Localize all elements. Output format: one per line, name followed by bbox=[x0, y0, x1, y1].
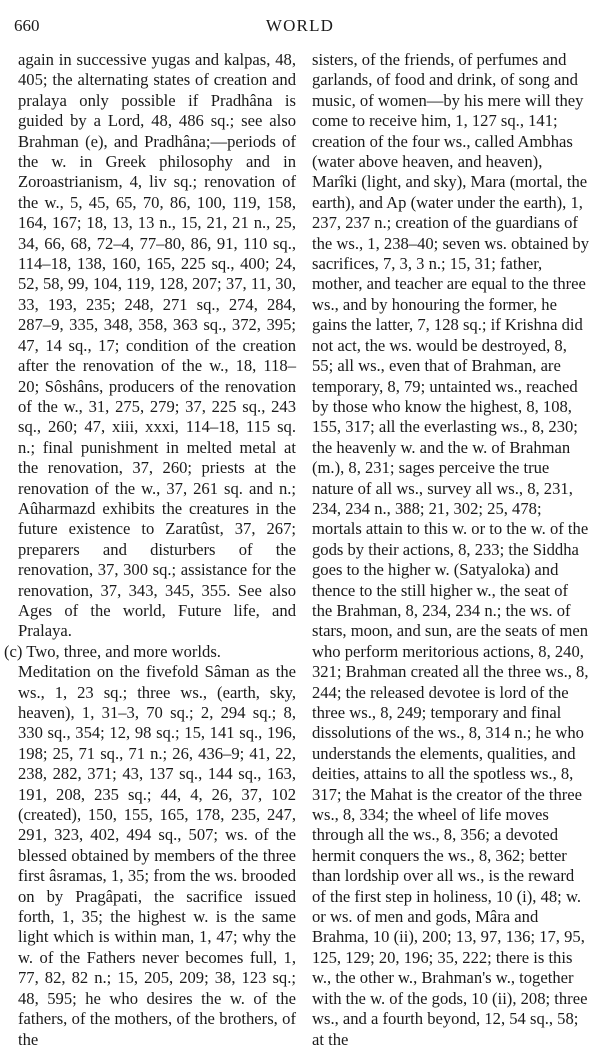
index-entry-paragraph: sisters, of the friends, of perfumes and garlands, of food and drink, of song and music, of women—by his mere will they come to receive him, 1, 127 sq., 141; creation of the four ws., called Ambhas (water above heaven, and heaven), Marîki (light, and sky), Mara (mortal, the earth), and Ap (water under the earth), 1, 237, 237 n.; creation of the guardians of the ws., 1, 238–40; seven ws. obtained by sacrifices, 7, 3, 3 n.; 15, 31; father, mother, and teacher are equal to the three ws., and by honouring the former, he gains the latter, 7, 128 sq.; if Krishna did not act, the ws. would be destroyed, 8, 55; all ws., even that of Brahman, are temporary, 8, 79; untainted ws., reached by those who know the highest, 8, 108, 155, 317; all the everlasting ws., 8, 230; the heavenly w. and the w. of Brahman (m.), 8, 231; sages perceive the true nature of all ws., survey all ws., 8, 231, 234, 234 n., 388; 21, 302; 25, 478; mortals attain to this w. or to the w. of the gods by their actions, 8, 233; the Siddha goes to the higher w. (Satyaloka) and thence to the still higher w., the seat of the Brahman, 8, 234, 234 n.; the ws. of stars, moon, and sun, are the seats of men who perform meritorious actions, 8, 240, 321; Brahman created all the three ws., 8, 244; the released devotee is lord of the three ws., 8, 249; temporary and final dissolutions of the ws., 8, 314 n.; he who understands the elements, qualities, and deities, attains to all the spotless ws., 8, 317; the Mahat is the creator of the three ws., 8, 334; the wheel of life moves through all the ws., 8, 356; a devoted hermit conquers the ws., 8, 362; better than lordship over all ws., is the reward of the first step in holiness, 10 (i), 48; w. or ws. of men and gods, Mâra and Brahma, 10 (ii), 200; 13, 97, 136; 17, 95, 125, 129; 20, 196; 35, 222; there is this w., the other w., Brahman's w., together with the w. of the gods, 10 (ii), 208; three ws., and a fourth beyond, 12, 54 sq., 58; at the bbox=[312, 50, 589, 1049]
index-column-right bbox=[312, 50, 590, 1050]
page-number: 660 bbox=[14, 16, 40, 35]
running-title: WORLD bbox=[265, 16, 335, 35]
index-column-left bbox=[4, 50, 296, 1050]
section-subheading: (c) Two, three, and more worlds. bbox=[4, 641, 221, 661]
index-entry-paragraph: again in successive yugas and kalpas, 48, 405; the alternating states of creation and pralaya only possible if Pradhâna is guided by a Lord, 48, 486 sq.; see also Brahman (e), and Pradhâna;—periods of the w. in Greek philosophy and in Zoroastrianism, 4, liv sq.; renovation of the w., 5, 45, 65, 70, 86, 100, 119, 158, 164, 167; 18, 13, 13 n., 15, 21, 21 n., 25, 34, 66, 68, 72–4, 77–80, 86, 91, 110 sq., 114–18, 138, 160, 165, 225 sq., 400; 24, 52, 58, 99, 104, 119, 128, 207; 37, 11, 30, 33, 193, 235; 248, 271 sq., 274, 284, 287–9, 335, 348, 358, 363 sq., 372, 395; 47, 14 sq., 17; condition of the creation after the renovation of the w., 18, 118–20; Sôshâns, producers of the renovation of the w., 31, 275, 279; 37, 225 sq., 243 sq., 260; 47, xiii, xxxi, 114–18, 115 sq. n.; final punishment in melted metal at the renovation, 37, 260; priests at the renovation of the w., 37, 261 sq. and n.; Aûharmazd exhibits the creatures in the future existence to Zaratûst, 37, 267; preparers and disturbers of the renovation, 37, 300 sq.; assistance for the renovation, 37, 343, 345, 355. See also Ages of the world, Future life, and Pralaya. bbox=[18, 50, 296, 641]
page-header bbox=[14, 16, 586, 42]
index-entry-paragraph: Meditation on the fivefold Sâman as the ws., 1, 23 sq.; three ws., (earth, sky, heaven), 1, 31–3, 70 sq.; 2, 294 sq.; 8, 330 sq., 354; 12, 98 sq.; 15, 141 sq., 196, 198; 25, 71 sq., 71 n.; 26, 436–9; 41, 22, 238, 282, 371; 43, 137 sq., 144 sq., 163, 191, 208, 235 sq.; 44, 4, 26, 37, 102 (created), 150, 155, 165, 178, 235, 247, 291, 323, 402, 494 sq., 507; ws. of the blessed obtained by members of the three first âsramas, 1, 35; from the ws. brooded on by Pragâpati, the sacrifice issued forth, 1, 35; the highest w. is the same light which is within man, 1, 47; why the w. of the Fathers never becomes full, 1, 77, 82, 82 n.; 15, 205, 209; 38, 123 sq.; 48, 595; he who desires the w. of the fathers, of the mothers, of the brothers, of the bbox=[18, 662, 296, 1049]
